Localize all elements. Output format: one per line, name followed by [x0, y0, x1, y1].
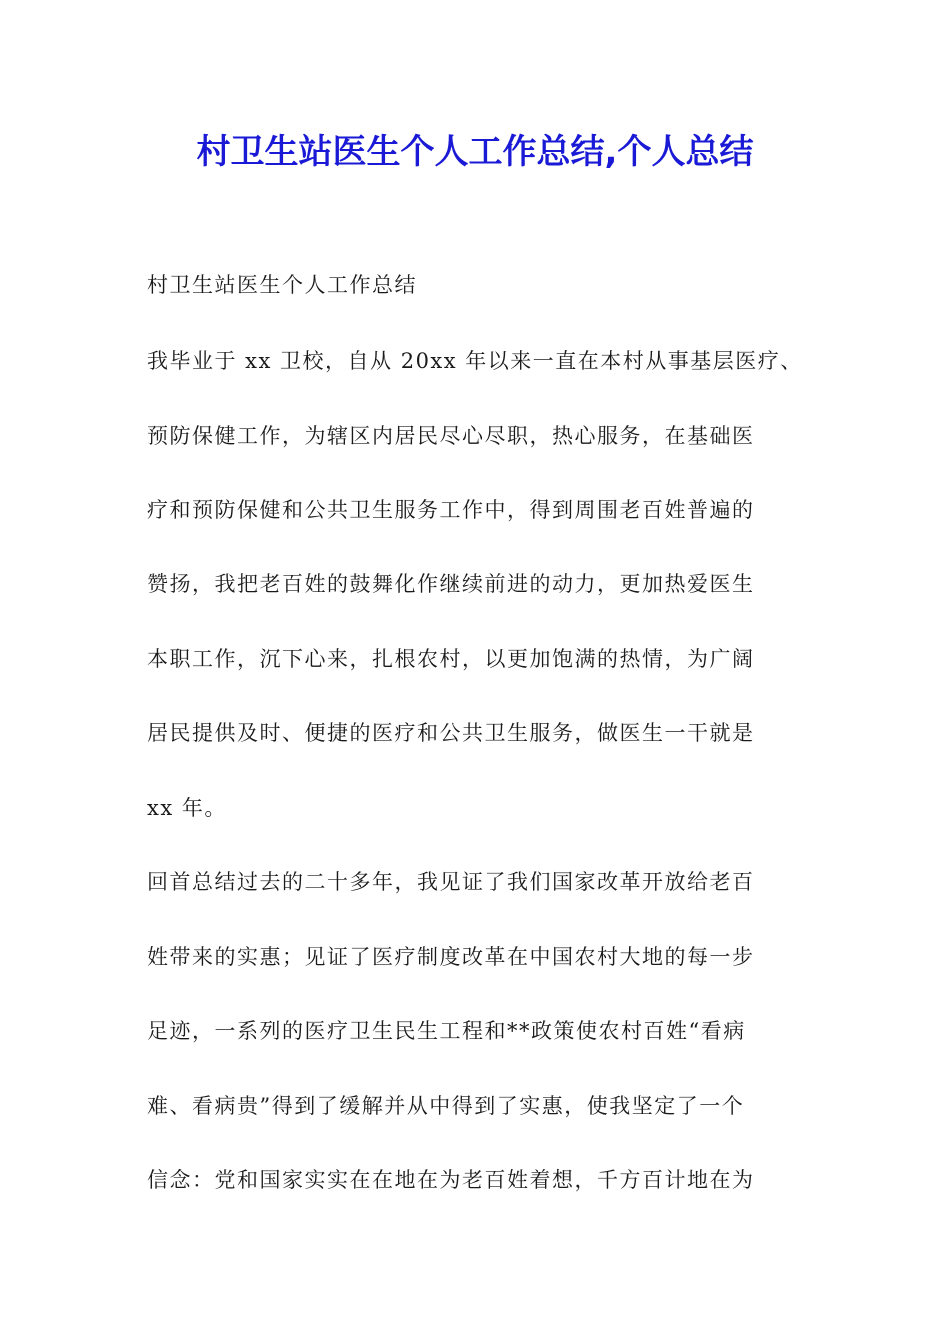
paragraph-line: 赞扬，我把老百姓的鼓舞化作继续前进的动力，更加热爱医生 — [147, 572, 755, 596]
paragraph-line: 疗和预防保健和公共卫生服务工作中，得到周围老百姓普遍的 — [147, 498, 755, 522]
paragraph-line: 预防保健工作，为辖区内居民尽心尽职，热心服务，在基础医 — [147, 424, 755, 448]
paragraph-line: 信念：党和国家实实在在地在为老百姓着想，千方百计地在为 — [147, 1168, 755, 1192]
paragraph-line: 足迹，一系列的医疗卫生民生工程和**政策使农村百姓“看病 — [147, 1019, 746, 1043]
paragraph-line: 回首总结过去的二十多年，我见证了我们国家改革开放给老百 — [147, 870, 755, 894]
paragraph-line: 本职工作，沉下心来，扎根农村，以更加饱满的热情，为广阔 — [147, 647, 755, 671]
paragraph-line: 居民提供及时、便捷的医疗和公共卫生服务，做医生一干就是 — [147, 721, 755, 745]
paragraph-line: 姓带来的实惠；见证了医疗制度改革在中国农村大地的每一步 — [147, 945, 755, 969]
page-title: 村卫生站医生个人工作总结,个人总结 — [196, 132, 754, 172]
paragraph-line: xx 年。 — [147, 796, 227, 820]
section-heading: 村卫生站医生个人工作总结 — [147, 273, 417, 297]
paragraph-line: 难、看病贵”得到了缓解并从中得到了实惠，使我坚定了一个 — [147, 1094, 745, 1118]
paragraph-line: 我毕业于 xx 卫校，自从 20xx 年以来一直在本村从事基层医疗、 — [147, 349, 803, 373]
